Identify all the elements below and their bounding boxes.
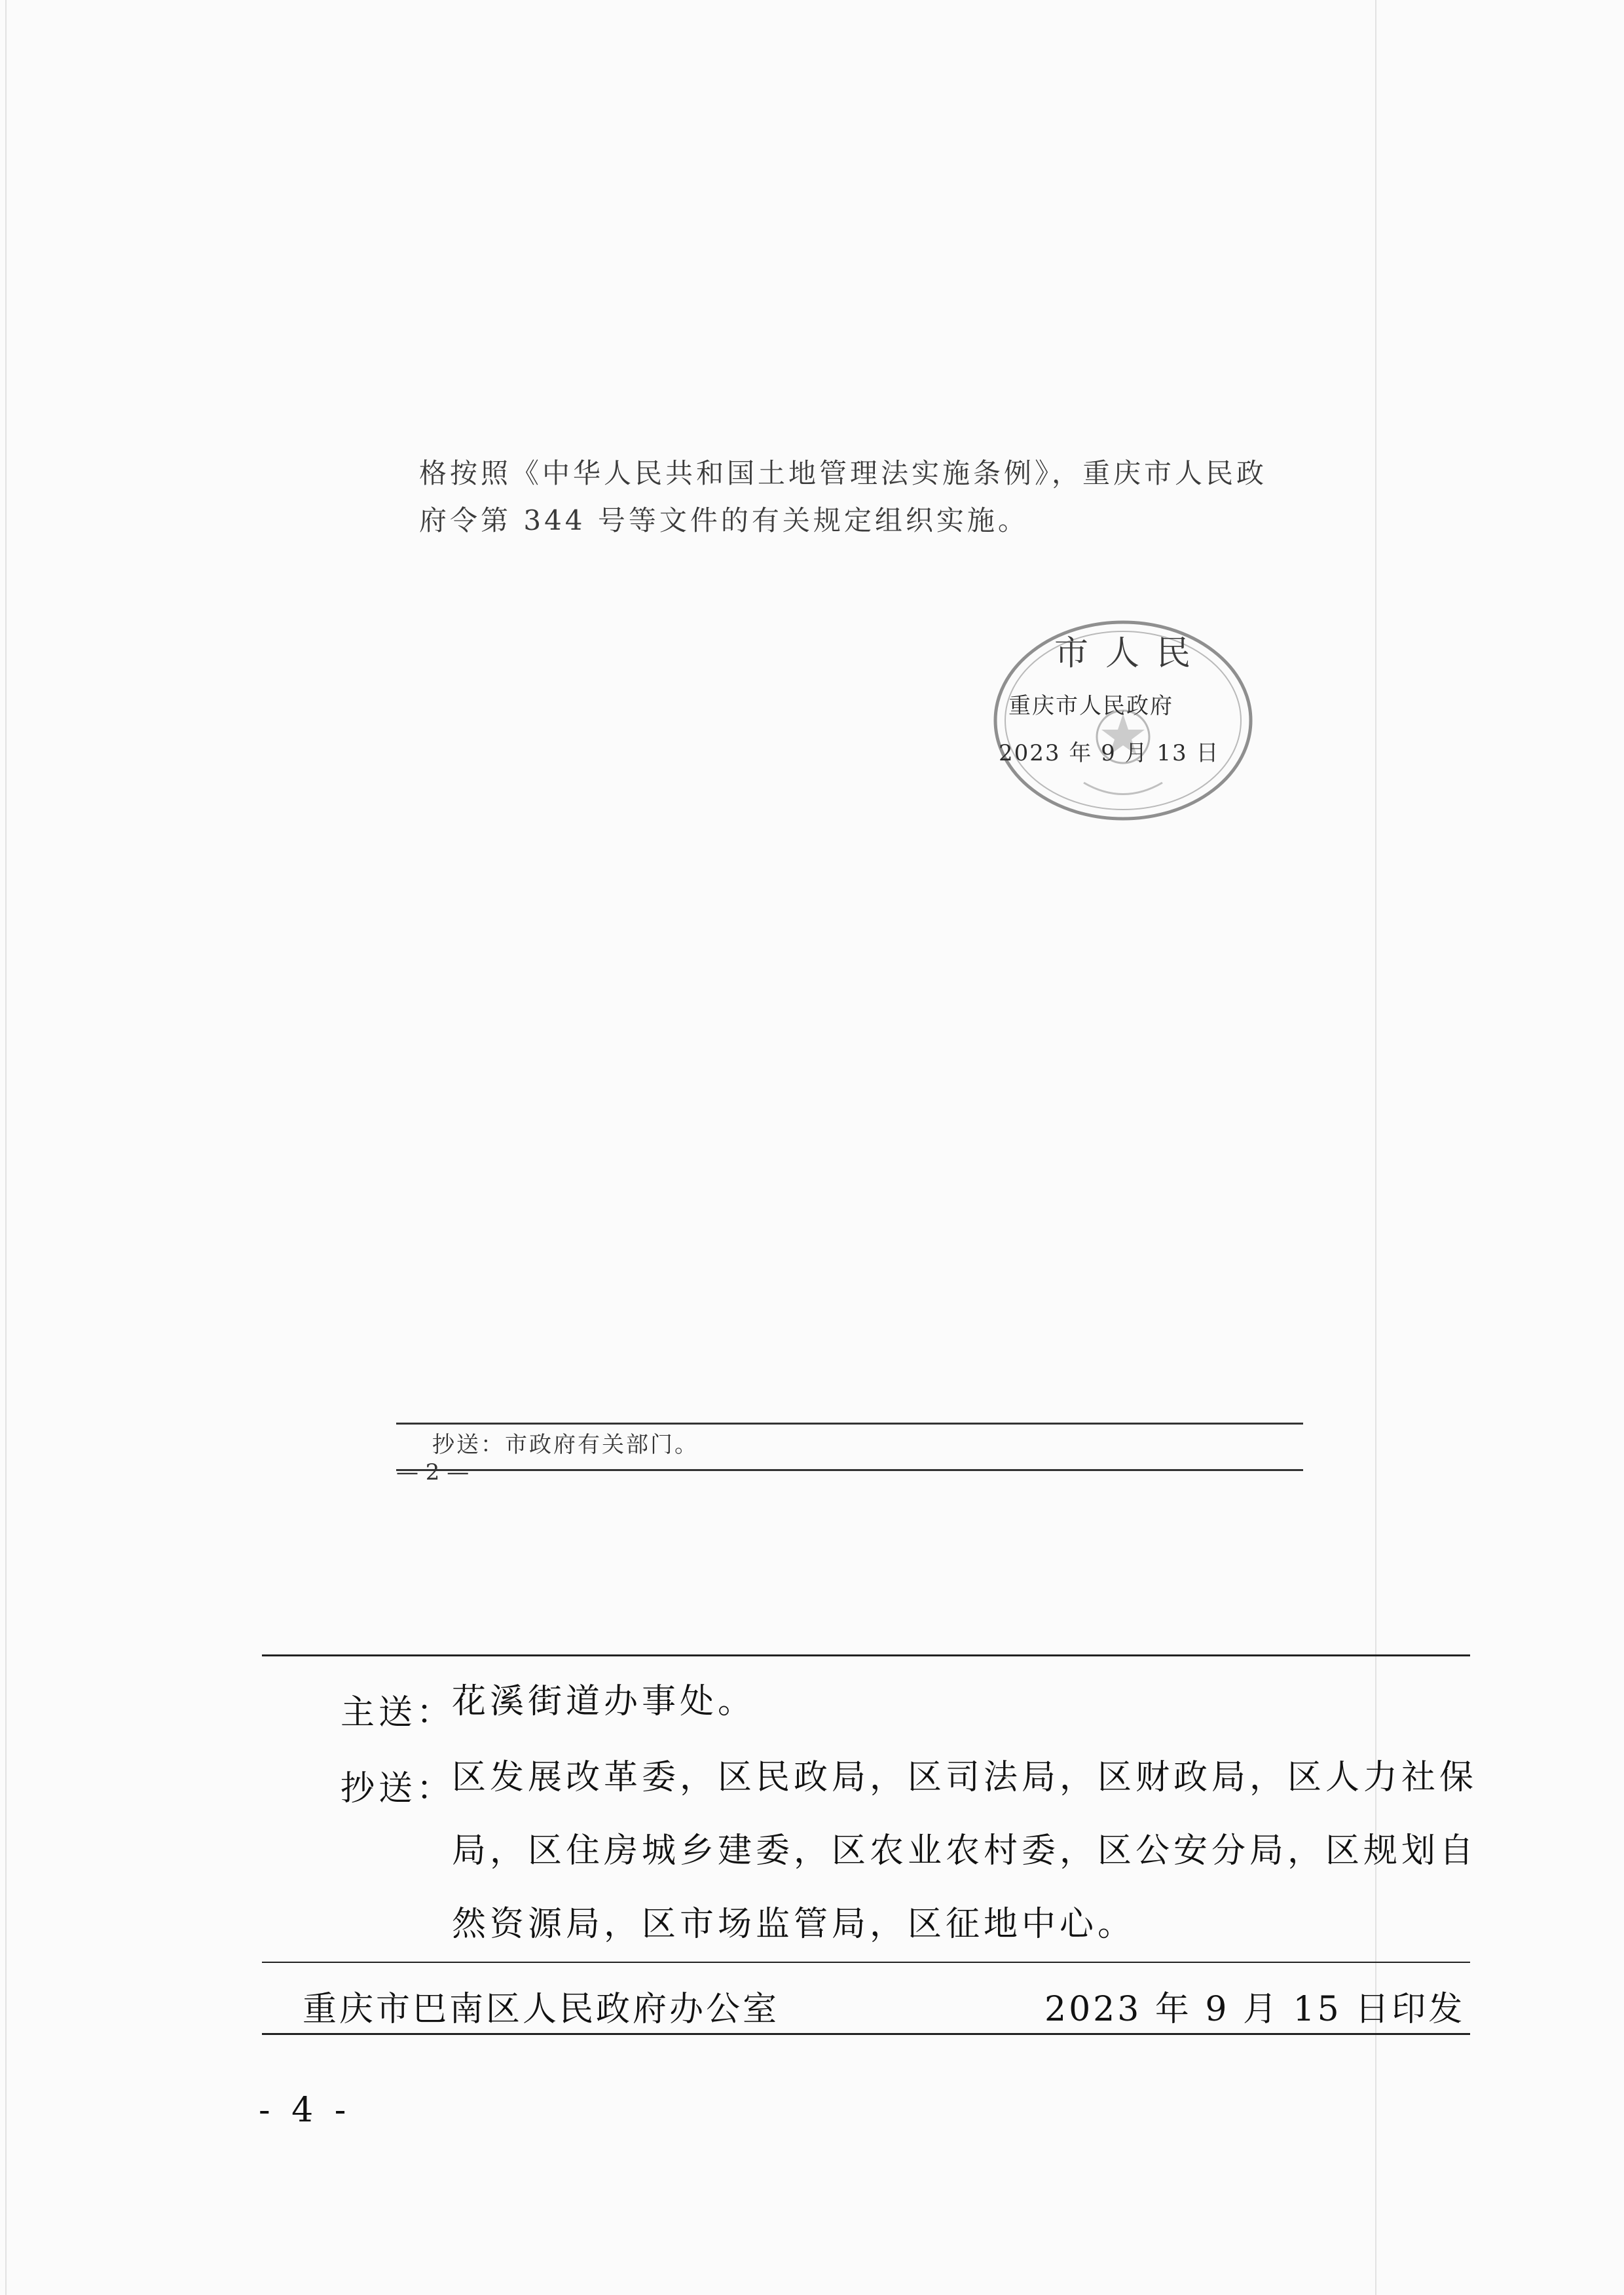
embedded-body-line: 格按照《中华人民共和国土地管理法实施条例》，重庆市人民政 (419, 457, 1268, 489)
embedded-cc-rule-bottom (396, 1469, 1303, 1471)
embedded-page-number: — 2 — (396, 1459, 470, 1485)
distribution-rule-bottom (262, 2033, 1470, 2035)
cc-line: 局，区住房城乡建委，区农业农村委，区公安分局，区规划自 (452, 1831, 1478, 1871)
cc-line: 区发展改革委，区民政局，区司法局，区财政局，区人力社保 (452, 1758, 1478, 1797)
main-recipient: 花溪街道办事处。 (452, 1682, 756, 1721)
page-number: - 4 - (259, 2091, 352, 2130)
seal-ring-text: 市人民 (1054, 634, 1208, 673)
issue-date: 2023 年 9 月 15 日印发 (1044, 1990, 1466, 2029)
embedded-sign-date: 2023 年 9 月 13 日 (999, 740, 1220, 766)
embedded-signatory: 重庆市人民政府 (1008, 693, 1173, 719)
cc-line: 然资源局，区市场监管局，区征地中心。 (452, 1905, 1136, 1944)
distribution-rule-top (262, 1654, 1470, 1656)
issuing-office: 重庆市巴南区人民政府办公室 (303, 1990, 780, 2029)
cc-label: 抄送： (341, 1769, 455, 1808)
main-recipient-label: 主送： (341, 1693, 455, 1732)
embedded-cc-line: 抄送：市政府有关部门。 (432, 1432, 699, 1458)
embedded-cc-rule-top (396, 1423, 1303, 1425)
embedded-body-line: 府令第 344 号等文件的有关规定组织实施。 (419, 504, 1029, 536)
distribution-rule-middle (262, 1962, 1470, 1963)
